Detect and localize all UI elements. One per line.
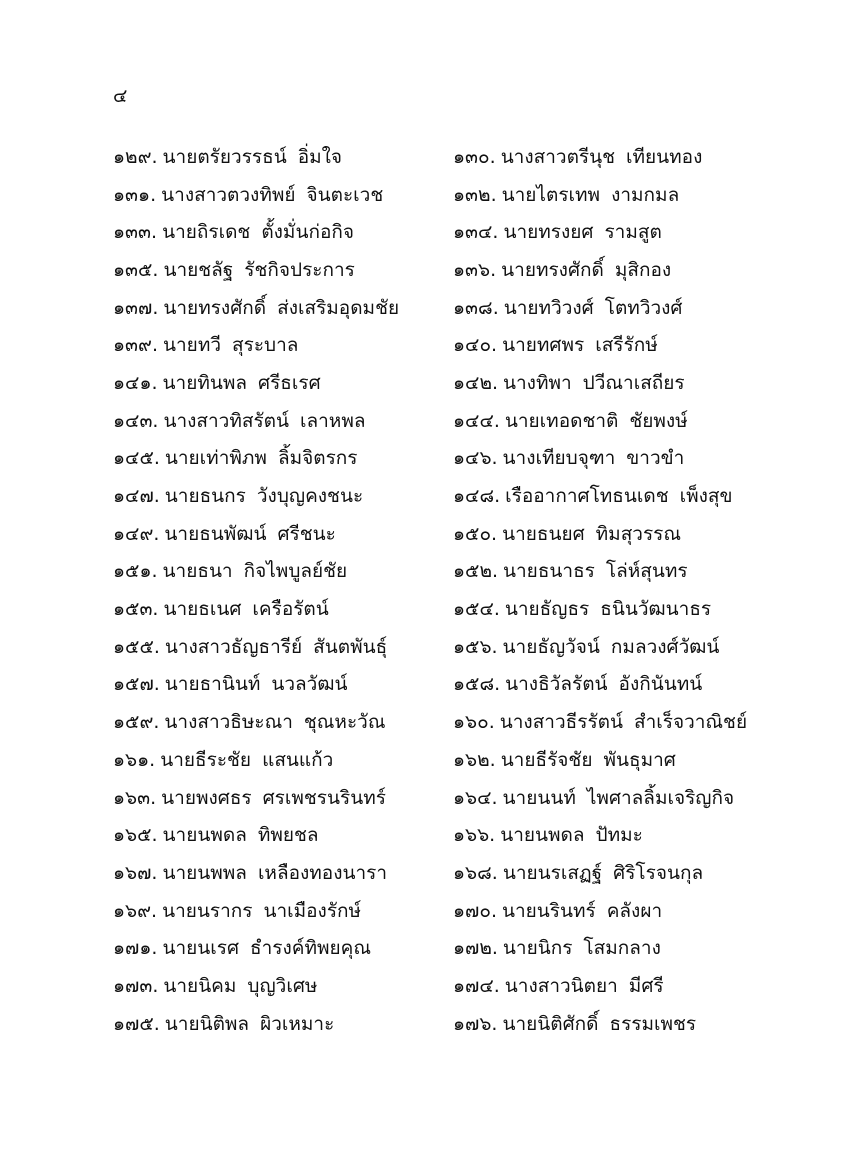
- entry-last-name: ธนินวัฒนาธร: [600, 598, 712, 621]
- entry-first-name: ธนยศ: [536, 522, 585, 545]
- entry-last-name: สำเร็จวาณิชย์: [633, 711, 748, 734]
- entry-first-name: ตรีนุช: [566, 145, 615, 168]
- page-number: ๔: [113, 85, 128, 107]
- entry-first-name: นิติพล: [199, 1012, 250, 1035]
- entry-last-name: รัชกิจประการ: [244, 258, 355, 281]
- entry-last-name: กิจไพบูลย์ชัย: [243, 560, 348, 583]
- entry-number: ๑๓๓.: [113, 221, 158, 244]
- entry-last-name: นาเมืองรักษ์: [263, 899, 362, 922]
- entry-last-name: วังบุญคงชนะ: [256, 485, 364, 508]
- entry-title: นาย: [503, 221, 539, 244]
- list-item: [453, 892, 753, 930]
- entry-number: ๑๔๗.: [113, 485, 160, 508]
- list-item: [453, 326, 753, 364]
- list-item: [113, 816, 453, 854]
- list-item: [453, 477, 753, 515]
- entry-title: นาย: [161, 786, 196, 809]
- list-item: [113, 440, 453, 478]
- entry-title: นาย: [502, 861, 538, 884]
- entry-first-name: ทิพา: [535, 371, 572, 394]
- entry-title: นาย: [502, 522, 537, 545]
- list-item: [453, 515, 753, 553]
- entry-last-name: ส่งเสริมอุดมชัย: [277, 296, 400, 319]
- entry-last-name: โสมกลาง: [583, 937, 661, 960]
- entry-first-name: ธนกร: [199, 485, 246, 508]
- entry-last-name: ธรรมเพชร: [609, 1012, 697, 1035]
- entry-last-name: สุระบาล: [232, 334, 299, 357]
- entry-last-name: อังกินันทน์: [618, 673, 703, 696]
- entry-title: นาย: [163, 296, 199, 319]
- list-item: [453, 816, 753, 854]
- entry-title: นาย: [160, 748, 196, 771]
- list-item: [113, 779, 453, 817]
- list-item: [113, 741, 453, 779]
- entry-number: ๑๔๓.: [113, 409, 159, 432]
- entry-last-name: ธำรงค์ทิพยคุณ: [250, 937, 371, 960]
- entry-first-name: ธเนศ: [198, 598, 242, 621]
- entry-last-name: โตทวิวงศ์: [604, 296, 683, 319]
- entry-number: ๑๖๒.: [453, 748, 496, 771]
- entry-first-name: นรากร: [196, 899, 253, 922]
- entry-last-name: รามสูต: [604, 221, 662, 244]
- entry-title: นาย: [502, 635, 538, 658]
- entry-number: ๑๖๕.: [113, 824, 158, 847]
- entry-number: ๑๔๙.: [113, 522, 160, 545]
- entry-first-name: ตวงทิพย์: [227, 183, 296, 206]
- entry-number: ๑๕๓.: [113, 598, 159, 621]
- entry-number: ๑๗๖.: [453, 1012, 498, 1035]
- entry-first-name: เทอดชาติ: [539, 409, 619, 432]
- entry-number: ๑๗๕.: [113, 1012, 160, 1035]
- entry-last-name: ลิ้มจิตรกร: [277, 447, 358, 470]
- entry-last-name: ผิวเหมาะ: [260, 1012, 335, 1035]
- entry-number: ๑๔๑.: [113, 371, 158, 394]
- entry-title: นาย: [502, 786, 538, 809]
- entry-number: ๑๓๔.: [453, 221, 499, 244]
- entry-last-name: งามกมล: [611, 183, 680, 206]
- entry-title: นาย: [164, 1012, 200, 1035]
- list-item: [453, 1005, 753, 1043]
- entry-first-name: นพดล: [535, 824, 585, 847]
- name-list: [113, 138, 753, 1043]
- entry-first-name: ธิวัลรัตน์: [538, 673, 608, 696]
- entry-number: ๑๕๙.: [113, 711, 160, 734]
- entry-last-name: เลาหพล: [300, 409, 366, 432]
- list-item: [453, 138, 753, 176]
- entry-number: ๑๓๑.: [113, 183, 157, 206]
- entry-last-name: พันธุมาศ: [603, 748, 676, 771]
- entry-last-name: ทิพยชล: [257, 824, 319, 847]
- entry-last-name: สันตพันธุ์: [313, 635, 388, 658]
- entry-last-name: มุสิกอง: [614, 258, 672, 281]
- list-item: [113, 515, 453, 553]
- entry-first-name: ธีรัจชัย: [535, 748, 593, 771]
- list-item: [453, 213, 753, 251]
- entry-first-name: ตรัยวรรธน์: [197, 145, 287, 168]
- entry-number: ๑๓๒.: [453, 183, 497, 206]
- entry-first-name: ธิษะณา: [230, 711, 293, 734]
- entry-first-name: พงศธร: [195, 786, 252, 809]
- list-item: [113, 326, 453, 364]
- entry-number: ๑๔๘.: [453, 485, 501, 508]
- entry-title: นาย: [164, 485, 200, 508]
- entry-first-name: ทวี: [197, 334, 222, 357]
- entry-title: นาย: [164, 522, 200, 545]
- entry-number: ๑๖๘.: [453, 861, 498, 884]
- entry-last-name: บุญวิเศษ: [247, 974, 318, 997]
- entry-title: นาง: [502, 447, 536, 470]
- entry-title: นาย: [162, 899, 197, 922]
- entry-number: ๑๗๐.: [453, 899, 497, 922]
- list-item: [453, 854, 753, 892]
- entry-title: นาย: [162, 560, 198, 583]
- entry-title: นางสาว: [164, 635, 231, 658]
- entry-first-name: ทรงยศ: [538, 221, 594, 244]
- entry-title: นาย: [162, 861, 198, 884]
- entry-last-name: ศรีชนะ: [277, 522, 336, 545]
- list-item: [113, 703, 453, 741]
- entry-title: นาย: [162, 221, 197, 244]
- entry-last-name: แสนแก้ว: [262, 748, 334, 771]
- entry-title: นางสาว: [161, 183, 228, 206]
- entry-title: นาย: [504, 409, 540, 432]
- entry-first-name: นรเสฏฐ์: [537, 861, 603, 884]
- list-item: [113, 289, 453, 327]
- entry-number: ๑๓๗.: [113, 296, 159, 319]
- entry-title: นาย: [164, 673, 200, 696]
- entry-title: นาย: [162, 371, 198, 394]
- entry-last-name: ขาวขำ: [626, 447, 685, 470]
- entry-title: นาย: [503, 296, 539, 319]
- entry-number: ๑๕๕.: [113, 635, 160, 658]
- entry-last-name: ศิริโรจนกุล: [613, 861, 704, 884]
- list-item: [113, 477, 453, 515]
- entry-number: ๑๔๒.: [453, 371, 499, 394]
- entry-number: ๑๗๓.: [113, 974, 159, 997]
- entry-first-name: นิตยา: [570, 974, 618, 997]
- entry-first-name: ธีระชัย: [195, 748, 252, 771]
- entry-last-name: ปัทมะ: [595, 824, 643, 847]
- entry-first-name: ธนพัฒน์: [199, 522, 267, 545]
- entry-title: นาย: [163, 598, 199, 621]
- entry-last-name: ทิมสุวรรณ: [595, 522, 682, 545]
- entry-first-name: ทวิวงศ์: [538, 296, 594, 319]
- entry-title: นาย: [500, 824, 536, 847]
- entry-title: เรืออากาศโท: [505, 485, 613, 508]
- entry-number: ๑๕๗.: [113, 673, 160, 696]
- list-item: [453, 628, 753, 666]
- entry-first-name: นรินทร์: [536, 899, 596, 922]
- entry-title: นาย: [501, 258, 536, 281]
- list-item: [113, 402, 453, 440]
- entry-first-name: ธนาธร: [537, 560, 595, 583]
- entry-first-name: เท่าพิภพ: [199, 447, 267, 470]
- entry-first-name: นิคม: [198, 974, 237, 997]
- list-item: [453, 364, 753, 402]
- entry-number: ๑๕๒.: [453, 560, 499, 583]
- entry-title: นาย: [504, 598, 540, 621]
- entry-number: ๑๗๒.: [453, 937, 498, 960]
- entry-number: ๑๔๔.: [453, 409, 500, 432]
- entry-number: ๑๓๙.: [113, 334, 159, 357]
- entry-title: นาย: [502, 937, 538, 960]
- list-item: [113, 213, 453, 251]
- entry-last-name: ชัยพงษ์: [629, 409, 688, 432]
- entry-first-name: ธัญธารีย์: [230, 635, 303, 658]
- entry-title: นาย: [501, 183, 537, 206]
- entry-last-name: อิ่มใจ: [297, 145, 343, 168]
- list-item: [113, 251, 453, 289]
- list-item: [453, 929, 753, 967]
- entry-title: นาง: [505, 673, 539, 696]
- entry-first-name: นิติศักดิ์: [537, 1012, 599, 1035]
- entry-first-name: ธนเดช: [612, 485, 669, 508]
- list-item: [453, 553, 753, 591]
- entry-number: ๑๖๓.: [113, 786, 157, 809]
- entry-title: นางสาว: [499, 711, 566, 734]
- entry-number: ๑๖๐.: [453, 711, 495, 734]
- entry-first-name: นนท์: [537, 786, 576, 809]
- entry-title: นางสาว: [164, 711, 231, 734]
- entry-first-name: นพพล: [197, 861, 247, 884]
- entry-number: ๑๓๘.: [453, 296, 499, 319]
- entry-last-name: คลังผา: [606, 899, 663, 922]
- entry-last-name: จินตะเวช: [306, 183, 384, 206]
- entry-first-name: ถิรเดช: [196, 221, 251, 244]
- list-item: [113, 854, 453, 892]
- list-item: [113, 628, 453, 666]
- entry-last-name: ตั้งมั่นก่อกิจ: [261, 221, 354, 244]
- entry-first-name: ทรงศักดิ์: [535, 258, 604, 281]
- entry-title: นาย: [163, 974, 199, 997]
- entry-number: ๑๔๖.: [453, 447, 498, 470]
- list-item: [113, 967, 453, 1005]
- entry-number: ๑๖๔.: [453, 786, 498, 809]
- entry-number: ๑๕๔.: [453, 598, 500, 621]
- entry-last-name: นวลวัฒน์: [271, 673, 348, 696]
- entry-first-name: เทียบจุฑา: [535, 447, 616, 470]
- list-item: [453, 176, 753, 214]
- entry-first-name: ธนา: [197, 560, 233, 583]
- entry-number: ๑๕๘.: [453, 673, 501, 696]
- entry-number: ๑๒๙.: [113, 145, 158, 168]
- list-item: [453, 779, 753, 817]
- entry-number: ๑๕๐.: [453, 522, 498, 545]
- entry-first-name: ทิสรัตน์: [229, 409, 289, 432]
- entry-title: นาง: [503, 371, 536, 394]
- list-item: [113, 176, 453, 214]
- entry-title: นาย: [163, 258, 199, 281]
- entry-title: นาย: [502, 334, 537, 357]
- entry-title: นาย: [162, 145, 198, 168]
- list-item: [453, 590, 753, 628]
- entry-last-name: เพ็งสุข: [679, 485, 733, 508]
- list-item: [453, 666, 753, 704]
- entry-title: นาย: [501, 899, 537, 922]
- entry-last-name: เสรีรักษ์: [595, 334, 658, 357]
- entry-first-name: นพดล: [197, 824, 247, 847]
- entry-number: ๑๖๑.: [113, 748, 156, 771]
- entry-first-name: นิกร: [537, 937, 573, 960]
- entry-first-name: ธัญวัจน์: [537, 635, 600, 658]
- entry-last-name: กมลวงศ์วัฒน์: [610, 635, 720, 658]
- list-item: [113, 590, 453, 628]
- entry-last-name: ศรเพชรนรินทร์: [262, 786, 386, 809]
- entry-number: ๑๔๕.: [113, 447, 160, 470]
- list-item: [453, 440, 753, 478]
- entry-number: ๑๖๗.: [113, 861, 158, 884]
- entry-title: นางสาว: [500, 145, 567, 168]
- entry-number: ๑๖๙.: [113, 899, 158, 922]
- list-item: [453, 289, 753, 327]
- entry-number: ๑๓๐.: [453, 145, 496, 168]
- entry-last-name: ศรีธเรศ: [258, 371, 321, 394]
- entry-title: นางสาว: [163, 409, 230, 432]
- entry-number: ๑๔๐.: [453, 334, 498, 357]
- entry-first-name: ทรงศักดิ์: [198, 296, 267, 319]
- entry-last-name: ปวีณาเสถียร: [582, 371, 685, 394]
- entry-title: นาย: [502, 1012, 538, 1035]
- entry-title: นาย: [163, 334, 198, 357]
- entry-number: ๑๓๕.: [113, 258, 159, 281]
- list-item: [113, 929, 453, 967]
- entry-first-name: นเรศ: [197, 937, 239, 960]
- list-item: [453, 703, 753, 741]
- entry-first-name: ธานินท์: [199, 673, 261, 696]
- entry-last-name: เครือรัตน์: [252, 598, 329, 621]
- list-item: [453, 741, 753, 779]
- list-item: [113, 138, 453, 176]
- list-item: [113, 892, 453, 930]
- entry-last-name: เหลืองทองนารา: [257, 861, 388, 884]
- entry-number: ๑๖๖.: [453, 824, 496, 847]
- entry-last-name: ไพศาลลิ้มเจริญกิจ: [586, 786, 735, 809]
- entry-number: ๑๓๖.: [453, 258, 497, 281]
- entry-first-name: ไตรเทพ: [536, 183, 601, 206]
- list-item: [113, 553, 453, 591]
- entry-last-name: ชุณหะวัณ: [303, 711, 386, 734]
- entry-last-name: โล่ห์สุนทร: [605, 560, 688, 583]
- list-item: [453, 967, 753, 1005]
- entry-last-name: เทียนทอง: [626, 145, 703, 168]
- list-item: [113, 666, 453, 704]
- entry-first-name: ทศพร: [536, 334, 585, 357]
- entry-title: นาย: [162, 824, 198, 847]
- list-item: [113, 364, 453, 402]
- entry-title: นาย: [164, 447, 200, 470]
- entry-title: นาย: [162, 937, 198, 960]
- list-item: [453, 251, 753, 289]
- list-item: [113, 1005, 453, 1043]
- entry-first-name: ธีรรัตน์: [565, 711, 623, 734]
- entry-first-name: ชลัฐ: [198, 258, 234, 281]
- entry-number: ๑๗๔.: [453, 974, 500, 997]
- entry-number: ๑๗๑.: [113, 937, 158, 960]
- entry-title: นาย: [500, 748, 536, 771]
- list-item: [453, 402, 753, 440]
- entry-first-name: ธัญธร: [539, 598, 590, 621]
- entry-title: นาย: [503, 560, 538, 583]
- entry-last-name: มีศรี: [628, 974, 664, 997]
- entry-first-name: ทินพล: [197, 371, 248, 394]
- entry-number: ๑๕๖.: [453, 635, 498, 658]
- entry-title: นางสาว: [504, 974, 571, 997]
- entry-number: ๑๕๑.: [113, 560, 158, 583]
